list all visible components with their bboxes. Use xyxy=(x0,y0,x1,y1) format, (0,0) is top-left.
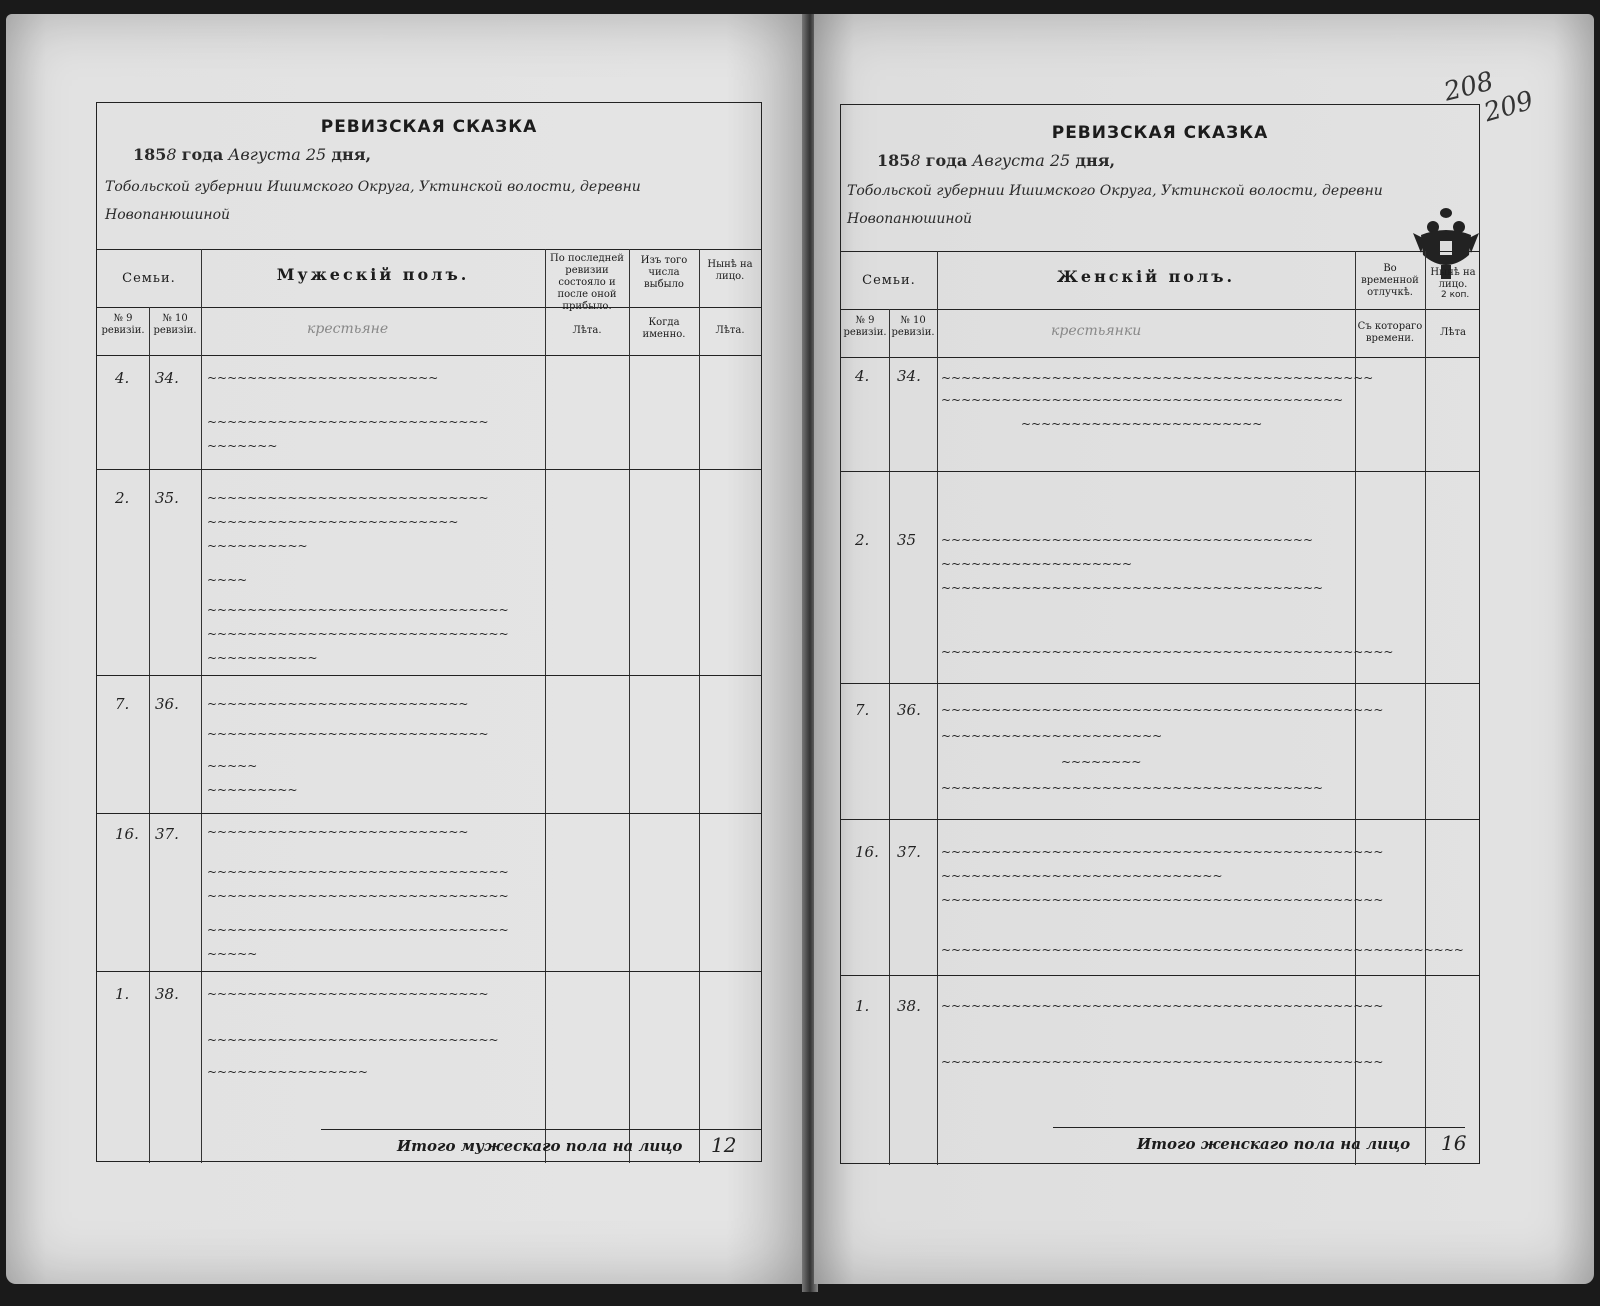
left-entry-scrawl: ~~~~~ xyxy=(207,947,258,961)
right-entry-scrawl: ~~~~~~~~~~~~~~~~~~~~~~~~~~~~~~~~~~~~~~~~~~~~ xyxy=(941,845,1384,859)
left-total-rule xyxy=(321,1129,761,1130)
left-entry-scrawl: ~~~~~ xyxy=(207,759,258,773)
right-fam-mark: 34. xyxy=(897,367,921,385)
left-entry-scrawl: ~~~~~~~~~~~~~~~~~~~~~~~~~~~~~~ xyxy=(207,889,509,903)
left-title: РЕВИЗСКАЯ СКАЗКА xyxy=(320,117,538,137)
right-entry-scrawl: ~~~~~~~~~~~~~~~~~~~~~~~~~~~~~~~~~~~~~~~~~~~~~ xyxy=(941,645,1394,659)
left-entry-scrawl: ~~~~~~~ xyxy=(207,439,278,453)
right-entry-scrawl: ~~~~~~~~~~~~~~~~~~~~~~~~~~~~ xyxy=(941,869,1223,883)
left-col-gender: Мужескій полъ. xyxy=(276,265,470,284)
right-date-line: 1858 года Августа 25 дня, xyxy=(877,151,1116,170)
right-col-families: Семьи. xyxy=(862,273,916,288)
left-entry-scrawl: ~~~~~~~~~~~~~~~~~~~~~~~~~~~~~ xyxy=(207,1033,499,1047)
right-total-label: Итого женскаго пола на лицо xyxy=(1137,1135,1411,1153)
left-date-line: 1858 года Августа 25 дня, xyxy=(133,145,372,164)
left-entry-scrawl: ~~~~~~~~~~~~~~~~~~~~~~~~~~~~ xyxy=(207,415,489,429)
left-entry-scrawl: ~~~~~~~~~~~~~~~~ xyxy=(207,1065,368,1079)
right-fam-mark: 16. xyxy=(855,843,879,861)
right-fam-mark: 38. xyxy=(897,997,921,1015)
left-fam-mark: 36. xyxy=(155,695,179,713)
left-entry-scrawl: ~~~~~~~~~~~~~~~~~~~~~~~~~ xyxy=(207,515,459,529)
right-form xyxy=(840,104,1480,1164)
open-ledger-book xyxy=(6,14,1594,1294)
left-fam-mark: 38. xyxy=(155,985,179,1003)
right-fam-mark: 37. xyxy=(897,843,921,861)
right-sub-hand: крестьянки xyxy=(1051,323,1142,339)
left-sub-rev9: № 9 ревизіи. xyxy=(101,313,145,336)
right-entry-scrawl: ~~~~~~~~~~~~~~~~~~~~~~~~~~~~~~~~~~~~~~~~ xyxy=(941,393,1344,407)
right-total-rule xyxy=(1053,1127,1465,1128)
left-col-families: Семьи. xyxy=(122,271,176,286)
left-entry-scrawl: ~~~~~~~~~~~~~~~~~~~~~~~~~~~~~~ xyxy=(207,603,509,617)
left-total-value: 12 xyxy=(711,1133,737,1157)
left-col-divider-4 xyxy=(629,249,630,1163)
right-total-value: 16 xyxy=(1441,1131,1467,1155)
left-fam-mark: 35. xyxy=(155,489,179,507)
left-body-rule xyxy=(97,355,761,356)
left-family-rule-3 xyxy=(97,813,761,814)
left-form xyxy=(96,102,762,1162)
right-fam-mark: 2. xyxy=(855,531,870,549)
left-entry-scrawl: ~~~~~~~~~~~~~~~~~~~~~~~~~~~~~~ xyxy=(207,923,509,937)
left-entry-scrawl: ~~~~~~~~~~~ xyxy=(207,651,318,665)
left-entry-scrawl: ~~~~~~~~~~ xyxy=(207,539,308,553)
right-entry-scrawl: ~~~~~~~~~~~~~~~~~~~~~~~~~~~~~~~~~~~~~~ xyxy=(941,581,1324,595)
left-fam-mark: 4. xyxy=(115,369,130,387)
right-entry-scrawl: ~~~~~~~~~~~~~~~~~~~~~~~~~~~~~~~~~~~~~~~~~~~~ xyxy=(941,893,1384,907)
right-entry-scrawl: ~~~~~~~~~~~~~~~~~~~~~~~~~~~~~~~~~~~~~ xyxy=(941,533,1314,547)
left-sub-years2: Лѣта. xyxy=(715,325,745,336)
left-col-divider-2 xyxy=(201,249,202,1163)
left-sub-when: Когда именно. xyxy=(642,317,686,340)
left-family-rule-4 xyxy=(97,971,761,972)
right-family-rule-1 xyxy=(841,471,1479,472)
left-header-rule xyxy=(97,249,761,250)
left-entry-scrawl: ~~~~~~~~~~~~~~~~~~~~~~~~~~~~ xyxy=(207,727,489,741)
right-entry-scrawl: ~~~~~~~~~~~~~~~~~~~ xyxy=(941,557,1133,571)
left-entry-scrawl: ~~~~~~~~~~~~~~~~~~~~~~~~~~ xyxy=(207,825,469,839)
left-entry-scrawl: ~~~~~~~~~~~~~~~~~~~~~~~~~~~~ xyxy=(207,987,489,1001)
right-fam-mark: 7. xyxy=(855,701,870,719)
right-col-now: Нынѣ на лицо. xyxy=(1430,267,1476,290)
left-col-divider-3 xyxy=(545,249,546,1163)
right-title: РЕВИЗСКАЯ СКАЗКА xyxy=(1051,123,1269,143)
right-fam-mark: 4. xyxy=(855,367,870,385)
right-place-line: Тобольской губернии Ишимского Округа, Уктинской волости, деревни Новопанюшиной xyxy=(847,183,1383,227)
right-family-rule-2 xyxy=(841,683,1479,684)
left-fam-mark: 2. xyxy=(115,489,130,507)
right-entry-scrawl: ~~~~~~~~~~~~~~~~~~~~~~~~~~~~~~~~~~~~~~~~~~~~~~~~~~~~ xyxy=(941,943,1464,957)
left-entry-scrawl: ~~~~~~~~~~~~~~~~~~~~~~~ xyxy=(207,371,439,385)
left-sub-hand: крестьяне xyxy=(307,321,389,337)
right-sub-rev9: № 9 ревизіи. xyxy=(843,315,887,338)
right-col-divider-4 xyxy=(1425,251,1426,1165)
left-entry-scrawl: ~~~~~~~~~~~~~~~~~~~~~~~~~~~~~~ xyxy=(207,865,509,879)
left-entry-scrawl: ~~~~~~~~~ xyxy=(207,783,298,797)
right-col-absent: Во временной отлучкѣ. xyxy=(1361,263,1419,298)
right-entry-scrawl: ~~~~~~~~~~~~~~~~~~~~~~~~~~~~~~~~~~~~~~ xyxy=(941,781,1324,795)
right-fam-mark: 36. xyxy=(897,701,921,719)
right-family-rule-4 xyxy=(841,975,1479,976)
left-col-left: Изъ того числа выбыло xyxy=(640,255,688,290)
right-col-divider-1 xyxy=(889,309,890,1165)
left-entry-scrawl: ~~~~~~~~~~~~~~~~~~~~~~~~~~~~ xyxy=(207,491,489,505)
left-family-rule-2 xyxy=(97,675,761,676)
right-entry-scrawl: ~~~~~~~~~~~~~~~~~~~~~~~~~~~~~~~~~~~~~~~~~~~~ xyxy=(941,1055,1384,1069)
left-page xyxy=(6,14,806,1284)
right-entry-scrawl: ~~~~~~~~~~~~~~~~~~~~~~ xyxy=(941,729,1163,743)
right-entry-scrawl: ~~~~~~~~~~~~~~~~~~~~~~~~~~~~~~~~~~~~~~~~~~~~ xyxy=(941,999,1384,1013)
right-entry-scrawl: ~~~~~~~~~~~~~~~~~~~~~~~~~~~~~~~~~~~~~~~~~~~~ xyxy=(941,703,1384,717)
left-entry-scrawl: ~~~~~~~~~~~~~~~~~~~~~~~~~~ xyxy=(207,697,469,711)
right-sub-years: Лѣта xyxy=(1440,327,1466,338)
right-col-divider-2 xyxy=(937,251,938,1165)
right-sub-since: Съ котораго времени. xyxy=(1357,321,1423,344)
right-sub-rev10: № 10 ревизіи. xyxy=(891,315,935,338)
left-sub-rev10: № 10 ревизіи. xyxy=(153,313,197,336)
left-col-divider-1 xyxy=(149,307,150,1163)
stamp-caption: 2 коп. xyxy=(1441,290,1470,300)
right-entry-scrawl: ~~~~~~~~~~~~~~~~~~~~~~~~~~~~~~~~~~~~~~~~~~~ xyxy=(941,371,1374,385)
left-col-now: Нынѣ на лицо. xyxy=(707,259,753,282)
right-col-gender: Женскій полъ. xyxy=(1056,267,1236,286)
left-fam-mark: 7. xyxy=(115,695,130,713)
left-subheader-rule xyxy=(97,307,761,308)
left-col-divider-5 xyxy=(699,249,700,1163)
page-number-crossed: 208 xyxy=(1441,66,1497,108)
left-entry-scrawl: ~~~~ xyxy=(207,573,248,587)
page-number: 209 xyxy=(1480,85,1537,129)
left-entry-scrawl: ~~~~~~~~~~~~~~~~~~~~~~~~~~~~~~ xyxy=(207,627,509,641)
right-page xyxy=(814,14,1594,1284)
left-fam-mark: 34. xyxy=(155,369,179,387)
left-sub-years: Лѣта. xyxy=(572,325,602,336)
left-col-last-revision: По последней ревизии состояло и после оной прибыло. xyxy=(550,253,624,312)
left-place-line: Тобольской губернии Ишимского Округа, Уктинской волости, деревни Новопанюшиной xyxy=(105,179,641,223)
left-total-label: Итого мужескаго пола на лицо xyxy=(397,1137,683,1155)
left-family-rule-1 xyxy=(97,469,761,470)
right-fam-mark: 35 xyxy=(897,531,917,549)
right-entry-scrawl: ~~~~~~~~ xyxy=(1061,755,1142,769)
left-fam-mark: 37. xyxy=(155,825,179,843)
right-fam-mark: 1. xyxy=(855,997,870,1015)
left-fam-mark: 16. xyxy=(115,825,139,843)
right-entry-scrawl: ~~~~~~~~~~~~~~~~~~~~~~~~ xyxy=(1021,417,1263,431)
left-fam-mark: 1. xyxy=(115,985,130,1003)
right-family-rule-3 xyxy=(841,819,1479,820)
